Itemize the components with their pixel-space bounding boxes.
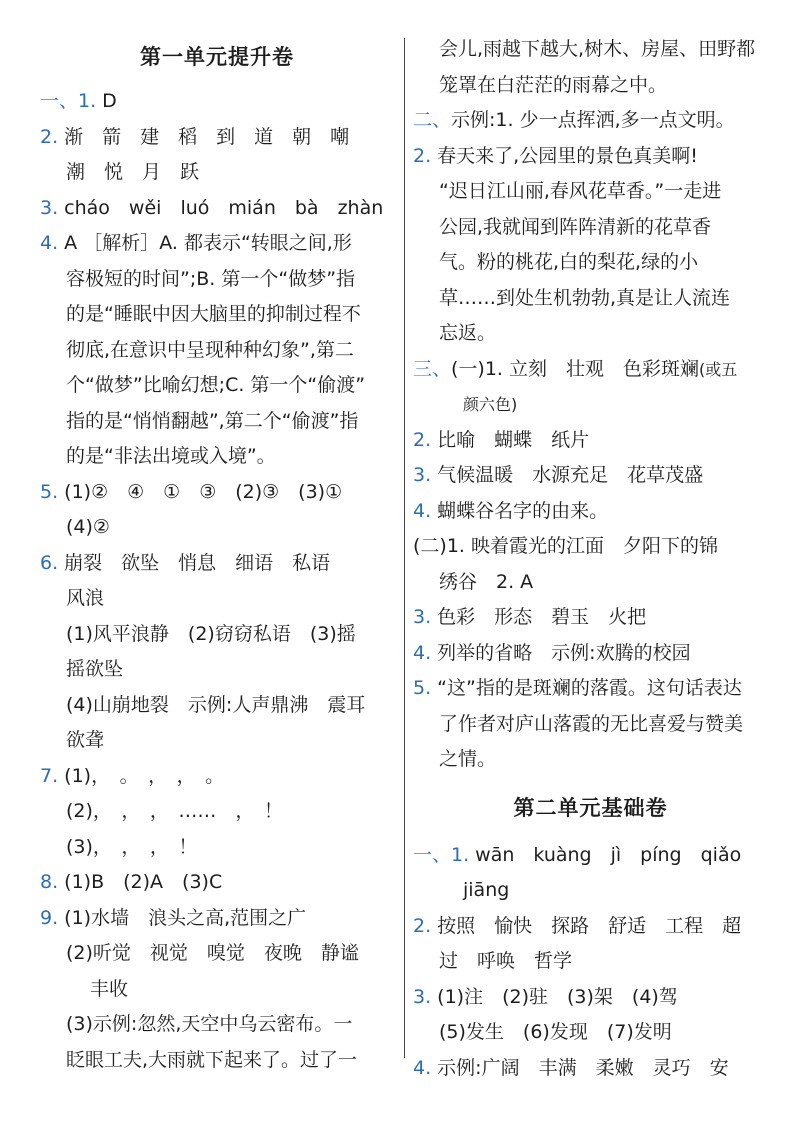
answer-line (40, 581, 394, 617)
answer-line (413, 174, 768, 210)
question-number: 7. (40, 764, 59, 787)
answer-text: (1)， 。 ， ， 。 (58, 764, 225, 787)
answer-text: 会儿,雨越下越大,树木、房屋、田野都 (439, 38, 756, 60)
answer-line (413, 210, 768, 246)
answer-text: 气候温暖 水源充足 花草茂盛 (431, 464, 704, 486)
answer-text: D (96, 90, 117, 112)
answer-line (40, 404, 394, 440)
answer-line (413, 600, 768, 636)
answer-line (40, 155, 394, 191)
answer-line (40, 830, 394, 866)
answer-text: (一)1. 立刻 壮观 色彩斑斓 (451, 357, 700, 380)
question-number: 二、 (413, 109, 452, 131)
answer-line (40, 333, 394, 369)
answer-text: wān kuàng jì píng qiǎo (469, 843, 742, 866)
answer-line (413, 980, 768, 1016)
answer-line (413, 32, 768, 68)
answer-text: 眨眼工夫,大雨就下起来了。过了一 (66, 1048, 358, 1071)
answer-line (40, 475, 394, 511)
answer-line (40, 84, 394, 120)
question-number: 3. (413, 606, 432, 628)
answer-line (413, 707, 768, 743)
answer-text: 摇欲坠 (66, 658, 124, 680)
answer-text: 示例:1. 少一点挥洒,多一点文明。 (451, 109, 735, 131)
answer-line (413, 671, 768, 707)
answer-text: 公园,我就闻到阵阵清新的花草香 (439, 215, 712, 238)
answer-line (40, 546, 394, 582)
answer-text: 渐 箭 建 稻 到 道 朝 嘲 (58, 125, 350, 148)
answer-line (413, 944, 768, 980)
answer-text: (5)发生 (6)发现 (7)发明 (439, 1021, 672, 1043)
answer-text: 春天来了,公园里的景色真美啊! (431, 144, 698, 167)
answer-line (40, 439, 394, 475)
answer-text: A ［解析］A. 都表示“转眼之间,形 (58, 232, 352, 254)
answer-line (40, 759, 394, 795)
answer-text: 忘返。 (439, 322, 497, 344)
answer-text: (2)听觉 视觉 嗅觉 夜晚 静谧 (66, 942, 359, 964)
answer-alternative-note: 颜六色) (463, 395, 518, 414)
answer-text: 丰收 (90, 977, 129, 1000)
answer-line (40, 191, 394, 227)
answer-text: (3)示例:忽然,天空中乌云密布。一 (66, 1013, 353, 1035)
right-answer-list-top (413, 32, 768, 778)
answer-line (413, 352, 768, 388)
answer-line (40, 794, 394, 830)
left-column (40, 30, 394, 1078)
answer-line (40, 1007, 394, 1043)
answer-line (413, 423, 768, 459)
answer-line (413, 565, 768, 601)
answer-line (40, 226, 394, 262)
question-number: 3. (40, 196, 59, 219)
answer-line (40, 262, 394, 298)
answer-text: 彻底,在意识中呈现种种幻象”,第二 (66, 338, 354, 361)
answer-text: cháo wěi luó mián bà zhàn (58, 196, 384, 219)
question-number: 5. (40, 480, 59, 503)
answer-text: 色彩 形态 碧玉 火把 (431, 606, 647, 628)
answer-text: (3)， ， ， ！ (66, 835, 198, 858)
question-number: 5. (413, 677, 432, 699)
answer-line (413, 529, 768, 565)
left-answer-list (40, 84, 394, 1078)
question-number: 2. (413, 914, 432, 937)
answer-line (40, 510, 394, 546)
answer-line (413, 742, 768, 778)
answer-line (40, 297, 394, 333)
answer-line (40, 901, 394, 937)
right-column (413, 30, 768, 1086)
answer-line (40, 865, 394, 901)
answer-line (413, 838, 768, 874)
answer-text: 比喻 蝴蝶 纸片 (431, 428, 590, 451)
question-number: 6. (40, 551, 59, 574)
answer-text: 崩裂 欲坠 悄息 细语 私语 (58, 551, 331, 574)
answer-line (40, 652, 394, 688)
answer-line (413, 909, 768, 945)
answer-text: (二)1. 映着霞光的江面 夕阳下的锦 (413, 535, 718, 557)
answer-line (413, 103, 768, 139)
answer-text: 风浪 (66, 587, 105, 609)
answer-line (413, 494, 768, 530)
answer-text: “迟日江山丽,春风花草香。”一走进 (439, 180, 722, 202)
answer-text: (2)， ， ， …… ， ！ (66, 800, 283, 822)
answer-text: 草……到处生机勃勃,真是让人流连 (439, 286, 731, 309)
answer-text: 欲聋 (66, 729, 105, 751)
answer-text: (1)注 (2)驻 (3)架 (4)驾 (431, 985, 678, 1008)
answer-line (40, 120, 394, 156)
question-number: 三、 (413, 357, 452, 380)
answer-line (413, 458, 768, 494)
answer-text: 容极短的时间”;B. 第一个“做梦”指 (66, 267, 356, 290)
question-number: 9. (40, 906, 59, 929)
answer-line (40, 936, 394, 972)
question-number: 4. (413, 1056, 432, 1079)
answer-text: (1)风平浪静 (2)窃窃私语 (3)摇 (66, 622, 356, 645)
answer-text: 蝴蝶谷名字的由来。 (431, 499, 609, 522)
answer-text: 列举的省略 示例:欢腾的校园 (431, 641, 691, 664)
question-number: 一、1. (40, 90, 97, 112)
answer-line (413, 316, 768, 352)
answer-text: (4)山崩地裂 示例:人声鼎沸 震耳 (66, 693, 366, 716)
column-divider (404, 38, 405, 1058)
answer-text: 指的是“悄悄翻越”,第二个“偷渡”指 (66, 409, 359, 432)
question-number: 8. (40, 871, 59, 893)
question-number: 2. (413, 428, 432, 451)
question-number: 3. (413, 985, 432, 1008)
answer-text: 的是“非法出境或入境”。 (66, 445, 276, 467)
answer-text: 了作者对庐山落霞的无比喜爱与赞美 (439, 712, 744, 735)
answer-line (413, 1015, 768, 1051)
answer-line (413, 873, 768, 909)
question-number: 4. (413, 641, 432, 664)
answer-line (413, 139, 768, 175)
answer-text: 之情。 (439, 748, 497, 770)
answer-text: (4)② (66, 516, 110, 538)
answer-text: 气。粉的桃花,白的梨花,绿的小 (439, 251, 699, 273)
answer-alternative-note: (或五 (699, 359, 738, 379)
answer-text: 个“做梦”比喻幻想;C. 第一个“偷渡” (66, 374, 366, 396)
answer-line (40, 1043, 394, 1079)
section-title-unit2: 第二单元基础卷 (513, 794, 668, 820)
answer-line (413, 281, 768, 317)
right-answer-list-bottom (413, 838, 768, 1087)
question-number: 4. (413, 499, 432, 522)
answer-line (40, 368, 394, 404)
answer-text: (1)B (2)A (3)C (58, 871, 223, 893)
answer-text: (1)② ④ ① ③ (2)③ (3)① (58, 480, 343, 503)
answer-line (40, 972, 394, 1008)
answer-line (40, 723, 394, 759)
answer-text: (1)水墙 浪头之高,范围之广 (58, 906, 307, 929)
answer-line (413, 245, 768, 281)
answer-text: 的是“睡眠中因大脑里的抑制过程不 (66, 303, 361, 325)
answer-text: 按照 愉快 探路 舒适 工程 超 (431, 914, 742, 937)
answer-line (413, 1051, 768, 1087)
question-number: 2. (40, 125, 59, 148)
answer-line (413, 636, 768, 672)
answer-text: 示例:广阔 丰满 柔嫩 灵巧 安 (431, 1056, 729, 1079)
answer-text: 笼罩在白茫茫的雨幕之中。 (439, 73, 668, 96)
question-number: 4. (40, 232, 59, 254)
answer-text: “这”指的是斑斓的落霞。这句话表达 (431, 677, 742, 699)
question-number: 2. (413, 144, 432, 167)
question-number: 一、1. (413, 843, 470, 866)
answer-text: 潮 悦 月 跃 (66, 161, 200, 183)
answer-line (413, 387, 768, 423)
question-number: 3. (413, 464, 432, 486)
answer-line (413, 68, 768, 104)
answer-text: 过 呼唤 哲学 (439, 950, 573, 972)
answer-line (40, 617, 394, 653)
answer-text: jiāng (463, 879, 510, 901)
answer-text: 绣谷 2. A (439, 570, 534, 593)
answer-line (40, 688, 394, 724)
section-title-unit1: 第一单元提升卷 (140, 44, 294, 69)
